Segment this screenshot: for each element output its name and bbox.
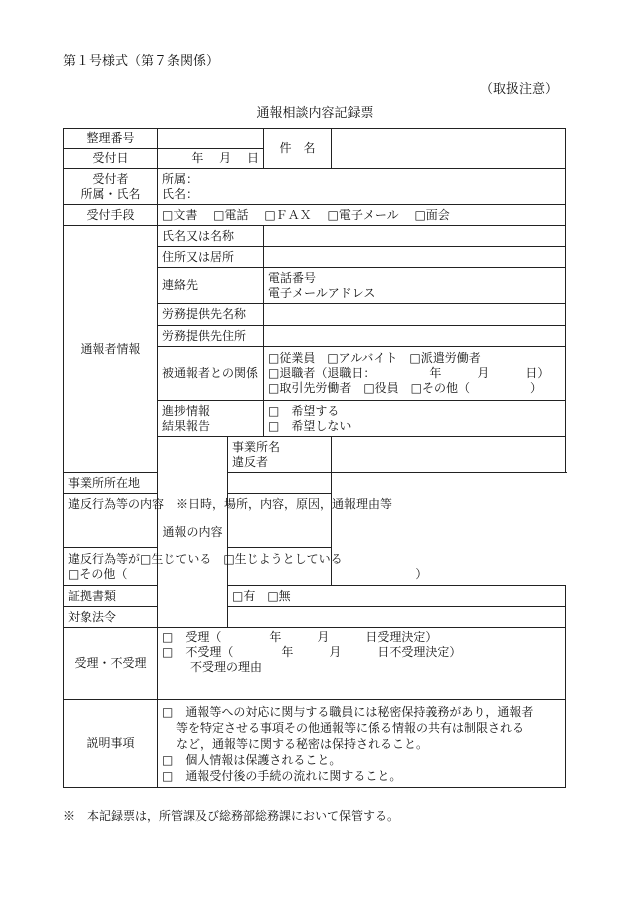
office-name-label <box>228 437 332 473</box>
relation-line-3[interactable]: □取引先労働者 □役員 □その他（ ） <box>268 381 543 395</box>
kenmei-field[interactable] <box>332 129 566 169</box>
violation-status-line2[interactable]: □その他（ ） <box>68 566 428 581</box>
means-option-fax[interactable]: □ＦＡＸ <box>264 207 312 222</box>
means-option-phone[interactable]: □電話 <box>213 207 249 222</box>
phone-label: 電話番号 <box>268 270 317 285</box>
office-name-line2: 違反者 <box>232 454 269 469</box>
footer-note: ※ 本記録票は，所管課及び総務部総務課において保管する。 <box>63 809 400 823</box>
uketsukesha-label-line1: 受付者 <box>92 171 129 186</box>
office-name-field[interactable] <box>332 437 566 473</box>
record-form-table <box>63 128 566 788</box>
name-field[interactable] <box>264 226 566 247</box>
content-section-label: 通報の内容 <box>158 437 228 628</box>
violation-content-field[interactable]: 違反行為等の内容 ※日時，場所，内容，原因，通報理由等 <box>64 494 332 548</box>
explanation-section-label: 説明事項 <box>64 700 158 788</box>
address-field[interactable] <box>264 247 566 268</box>
relation-label: 被通報者との関係 <box>158 347 264 401</box>
law-field[interactable] <box>228 607 566 628</box>
labor-name-field[interactable] <box>264 304 566 326</box>
law-label: 対象法令 <box>64 607 158 628</box>
name-label: 氏名又は名称 <box>158 226 264 247</box>
kenmei-label: 件 名 <box>264 129 332 169</box>
address-label: 住所又は居所 <box>158 247 264 268</box>
progress-option-not-want[interactable]: □ 希望しない <box>268 418 352 433</box>
handling-note: （取扱注意） <box>479 82 558 97</box>
relation-options <box>264 347 566 401</box>
explanation-item-1-line1[interactable]: □ 通報等への対応に関与する職員には秘密保持義務があり，通報者 <box>162 704 534 719</box>
means-option-email[interactable]: □電子メール <box>327 207 399 222</box>
uketsukesha-field[interactable] <box>158 169 566 205</box>
uketsuke-shudan-options <box>158 205 566 226</box>
reporter-section-label: 通報者情報 <box>64 226 158 473</box>
means-option-document[interactable]: □文書 <box>162 207 198 222</box>
evidence-label: 証拠書類 <box>64 586 158 607</box>
reject-option[interactable]: □ 不受理（ 年 月 日不受理決定） <box>162 645 462 659</box>
uketsuke-bi-field[interactable]: 年 月 日 <box>158 149 264 169</box>
shimei-text: 氏名： <box>162 186 199 201</box>
progress-label-line1: 進捗情報 <box>162 403 211 418</box>
labor-address-field[interactable] <box>264 326 566 347</box>
progress-options <box>264 401 566 437</box>
progress-option-want[interactable]: □ 希望する <box>268 403 340 418</box>
seiri-bango-field[interactable] <box>158 129 264 149</box>
reject-reason-label: 不受理の理由 <box>190 660 263 674</box>
form-number: 第１号様式（第７条関係） <box>63 54 220 69</box>
violation-status <box>64 548 428 586</box>
explanation-item-1-line3: など，通報等に関する秘密は保持されること。 <box>176 736 429 751</box>
acceptance-field <box>158 628 566 700</box>
contact-field[interactable] <box>264 268 566 304</box>
shozoku-text: 所属： <box>162 171 199 186</box>
explanation-item-3[interactable]: □ 通報受付後の手続の流れに関すること。 <box>162 768 402 783</box>
uketsukesha-label <box>64 169 158 205</box>
page-title: 通報相談内容記録票 <box>256 106 374 121</box>
acceptance-section-label: 受理・不受理 <box>64 628 158 700</box>
progress-label <box>158 401 264 437</box>
office-name-line1: 事業所名 <box>232 439 281 454</box>
office-address-field[interactable] <box>228 473 332 494</box>
explanation-item-1-line2: 等を特定させる事項その他通報等に係る情報の共有は制限される <box>176 720 525 735</box>
violation-status-line1[interactable]: 違反行為等が□生じている □生じようとしている <box>68 551 343 566</box>
uketsuke-shudan-label: 受付手段 <box>64 205 158 226</box>
email-label: 電子メールアドレス <box>268 285 376 300</box>
uketsuke-bi-label: 受付日 <box>64 149 158 169</box>
evidence-options[interactable]: □有 □無 <box>228 586 566 607</box>
explanation-items <box>158 700 566 788</box>
explanation-item-2[interactable]: □ 個人情報は保護されること。 <box>162 752 342 767</box>
relation-line-2[interactable]: □退職者（退職日： 年 月 日） <box>268 366 550 380</box>
progress-label-line2: 結果報告 <box>162 418 211 433</box>
office-address-label: 事業所所在地 <box>64 473 228 494</box>
accept-option[interactable]: □ 受理（ 年 月 日受理決定） <box>162 630 438 644</box>
labor-name-label: 労務提供先名称 <box>158 304 264 326</box>
means-option-meeting[interactable]: □面会 <box>414 207 450 222</box>
contact-label: 連絡先 <box>158 268 264 304</box>
relation-line-1[interactable]: □従業員 □アルバイト □派遣労働者 <box>268 351 481 365</box>
labor-address-label: 労務提供先住所 <box>158 326 264 347</box>
seiri-bango-label: 整理番号 <box>64 129 158 149</box>
uketsukesha-label-line2: 所属・氏名 <box>80 186 141 201</box>
